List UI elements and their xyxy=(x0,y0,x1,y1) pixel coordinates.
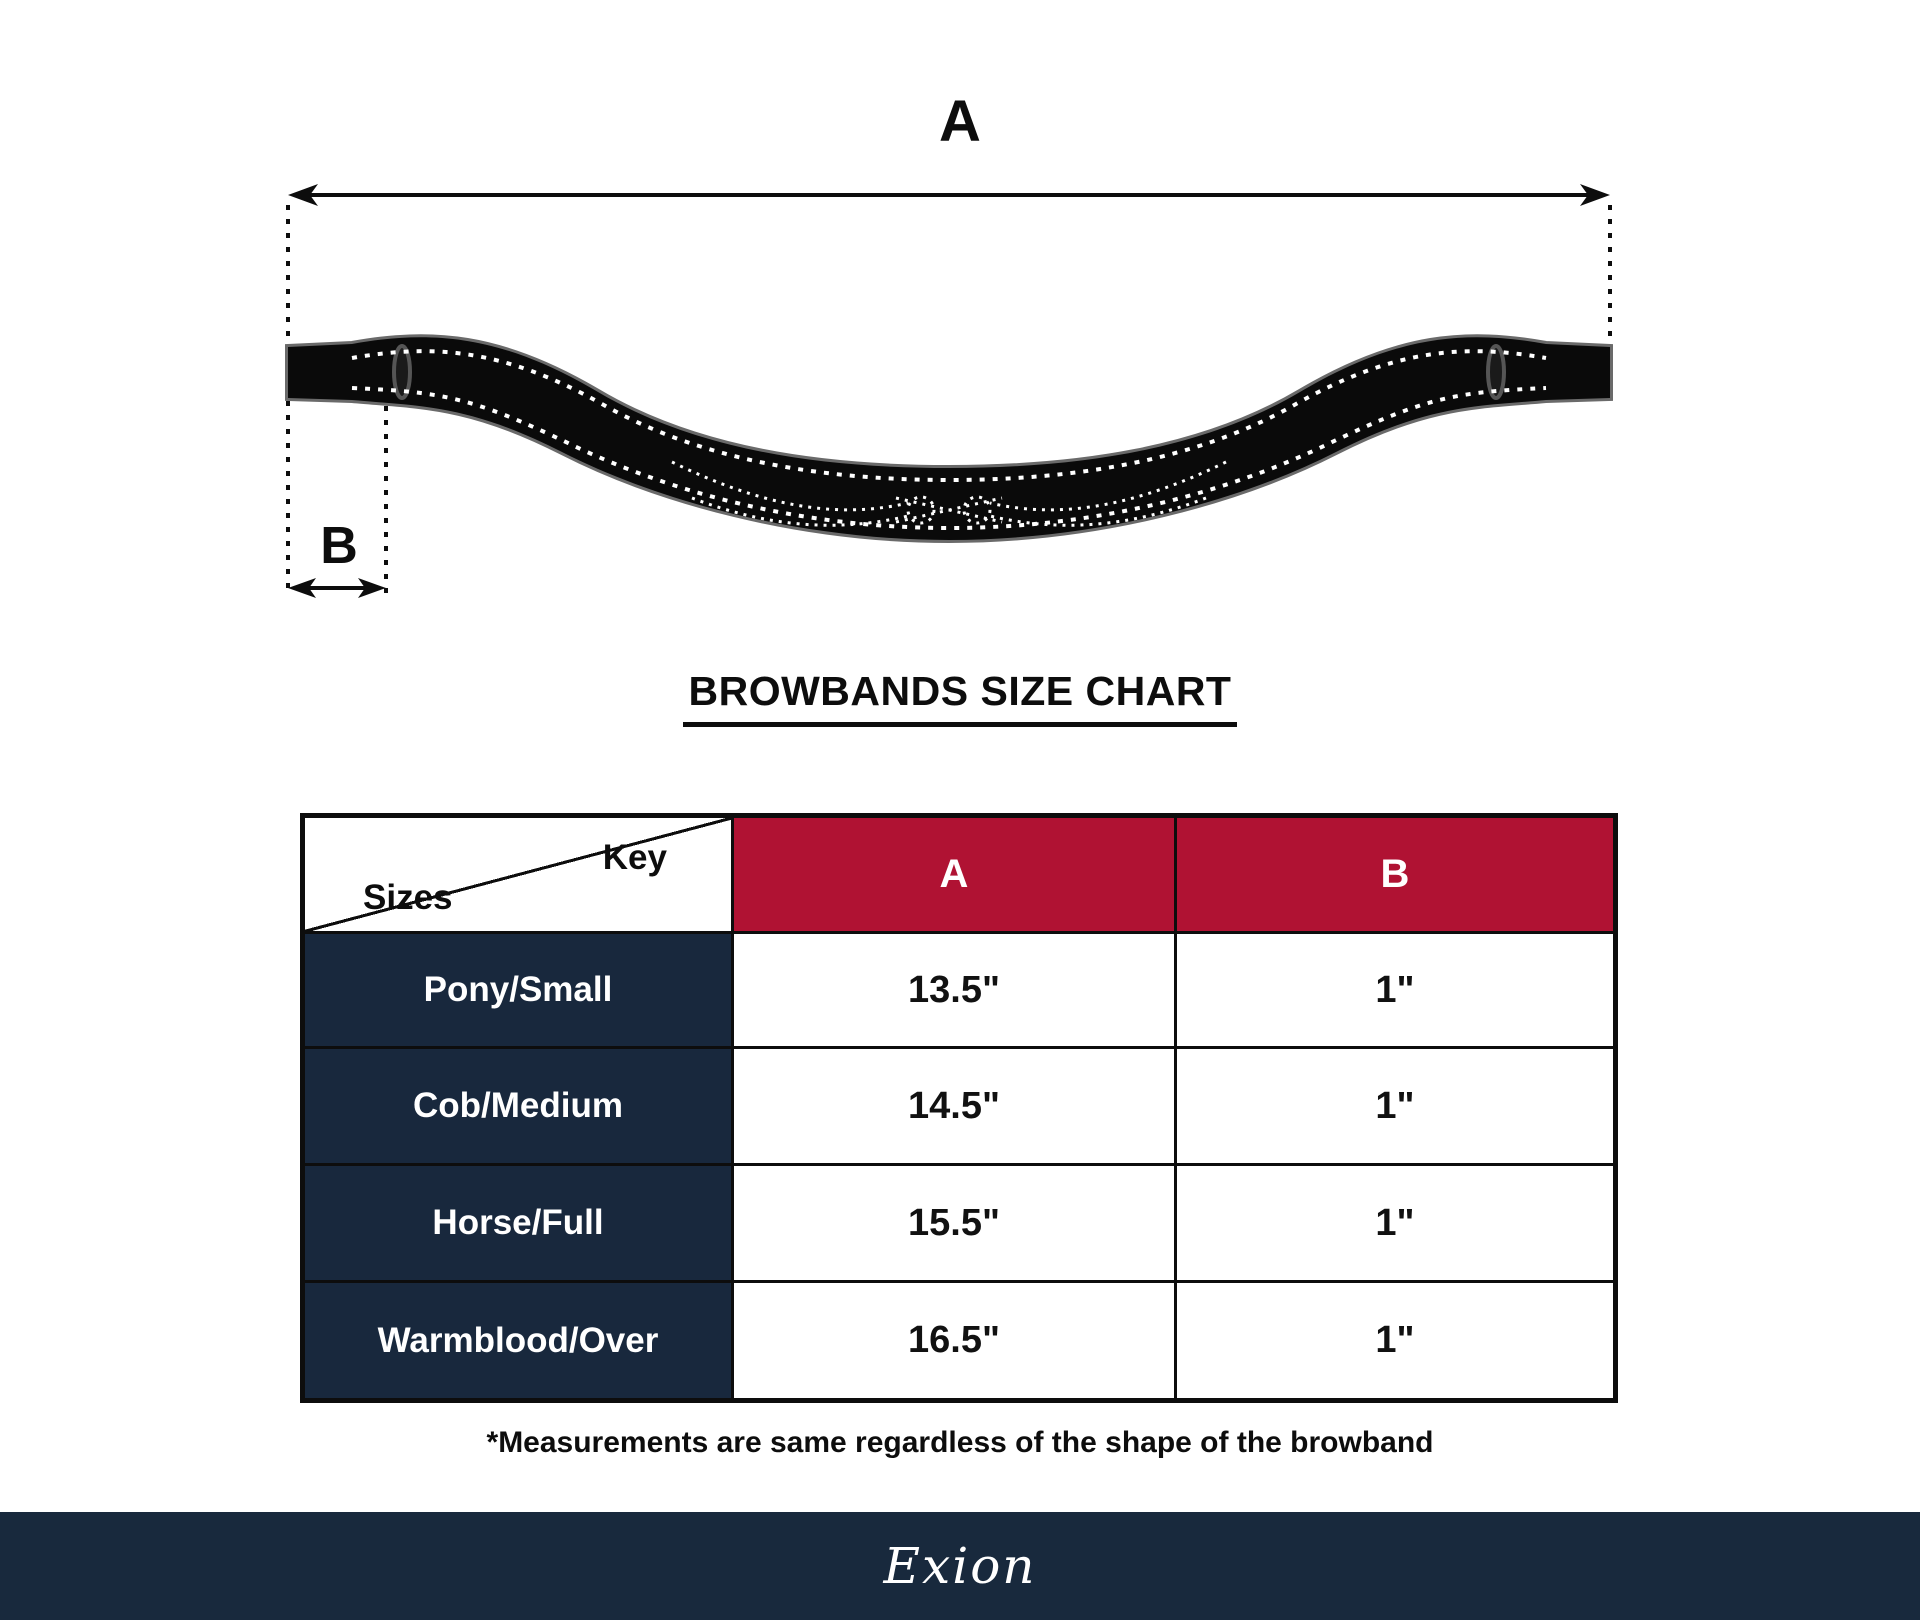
column-header-a: A xyxy=(734,818,1174,931)
page-title: BROWBANDS SIZE CHART xyxy=(683,668,1238,727)
brand-logo: Exion xyxy=(883,1537,1037,1595)
measurement-footnote: *Measurements are same regardless of the shape of the browband xyxy=(486,1426,1434,1459)
size-table xyxy=(300,813,1618,1403)
footer-bar xyxy=(0,1512,1920,1620)
column-header-b: B xyxy=(1177,818,1613,931)
value-horse-b: 1" xyxy=(1177,1166,1613,1280)
value-cob-b: 1" xyxy=(1177,1049,1613,1163)
row-label-cob-medium: Cob/Medium xyxy=(305,1049,731,1163)
corner-sizes-label: Sizes xyxy=(363,878,453,917)
browband-strap xyxy=(288,337,1610,540)
value-warmblood-b: 1" xyxy=(1177,1283,1613,1398)
value-cob-a: 14.5" xyxy=(734,1049,1174,1163)
value-pony-a: 13.5" xyxy=(734,934,1174,1046)
dimension-arrow-b xyxy=(288,578,386,598)
value-warmblood-a: 16.5" xyxy=(734,1283,1174,1398)
row-label-warmblood-over: Warmblood/Over xyxy=(305,1283,731,1398)
corner-header-cell xyxy=(305,818,731,931)
dimension-label-a: A xyxy=(939,89,981,154)
row-label-horse-full: Horse/Full xyxy=(305,1166,731,1280)
dimension-arrow-a xyxy=(288,184,1610,206)
title-wrap xyxy=(0,668,1920,727)
row-label-pony-small: Pony/Small xyxy=(305,934,731,1046)
dimension-label-b: B xyxy=(320,517,358,575)
corner-key-label: Key xyxy=(602,838,667,877)
value-horse-a: 15.5" xyxy=(734,1166,1174,1280)
value-pony-b: 1" xyxy=(1177,934,1613,1046)
